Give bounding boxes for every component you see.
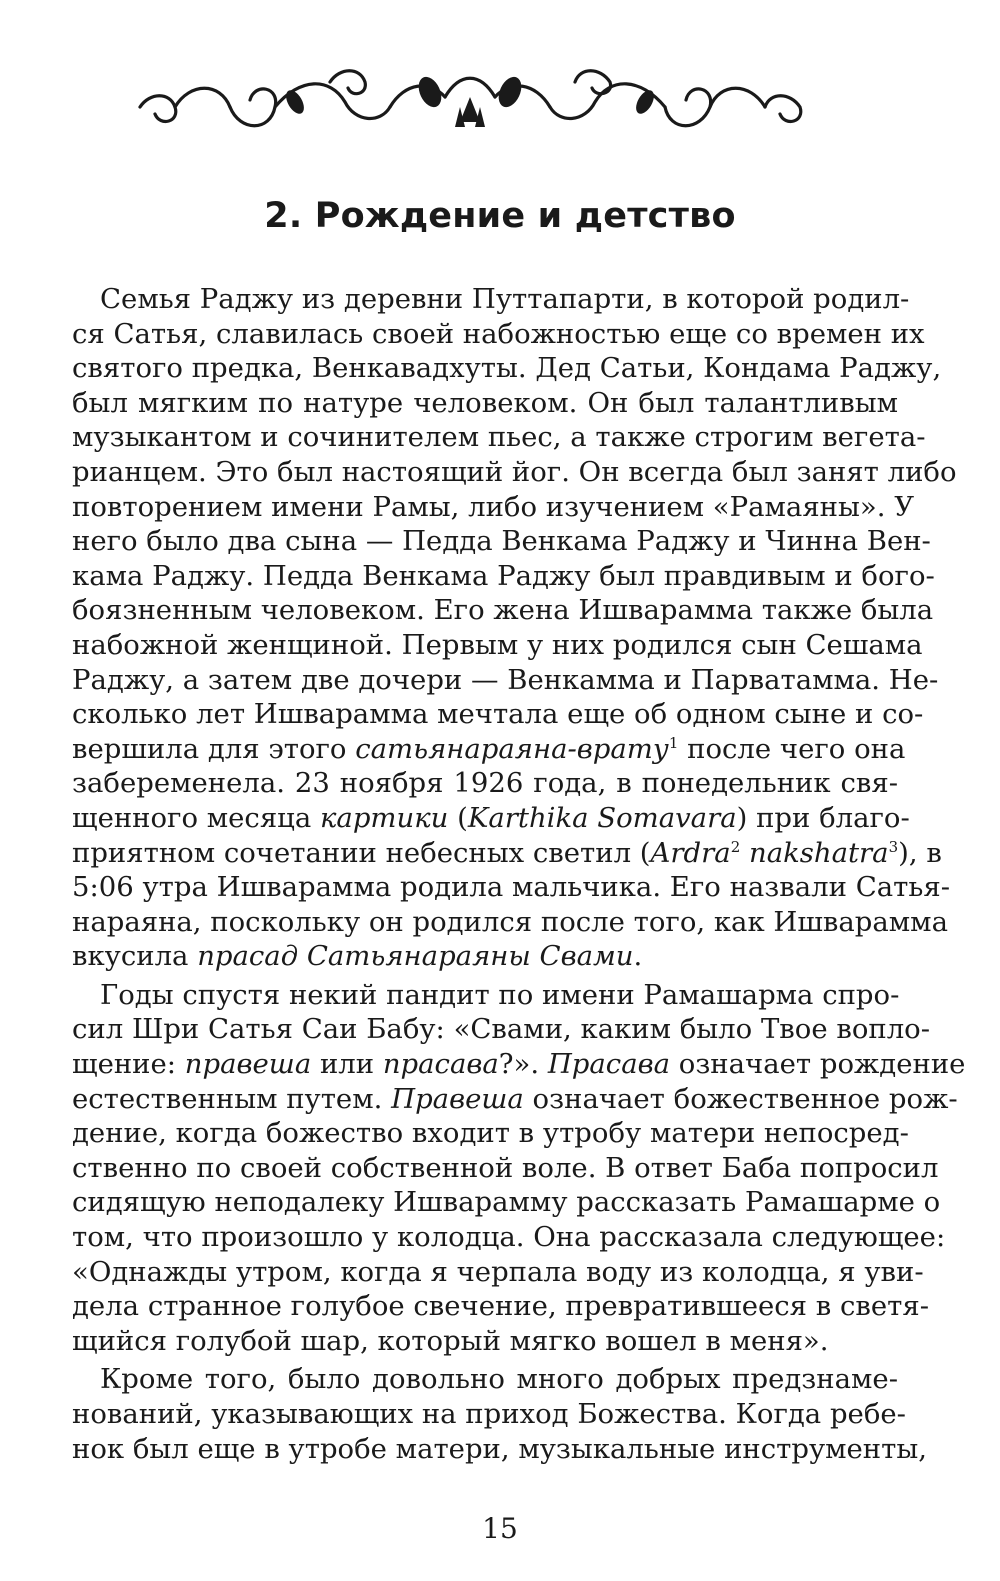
- text-run: ?».: [498, 1048, 548, 1081]
- text-run: ся Сатья, славилась своей набожностью еще со времен их: [72, 317, 925, 350]
- text-line: [72, 1012, 931, 1047]
- italic-term: картики: [320, 801, 449, 834]
- italic-term: nakshatra: [749, 836, 889, 869]
- text-line: [72, 1289, 929, 1324]
- text-line: [72, 559, 935, 594]
- text-line: [72, 905, 948, 940]
- text-run: Годы спустя некий пандит по имени Рамашарма спро-: [100, 978, 900, 1011]
- text-line: [72, 1397, 906, 1432]
- footnote-ref: 1: [668, 733, 679, 752]
- text-run: него было два сына — Педда Венкама Раджу и Чинна Вен-: [72, 525, 931, 558]
- italic-term: Прасава: [547, 1048, 671, 1081]
- italic-term: правеша: [184, 1048, 312, 1081]
- text-run: сидящую неподалеку Ишварамму рассказать Рамашарме о: [72, 1186, 941, 1219]
- text-run: сил Шри Сатья Саи Бабу: «Свами, каким было Твое вопло-: [72, 1013, 931, 1046]
- text-line: [72, 386, 898, 421]
- text-line: [72, 490, 915, 525]
- text-run: щийся голубой шар, который мягко вошел в меня».: [72, 1324, 829, 1357]
- text-run: означает рождение: [670, 1048, 966, 1081]
- footnote-ref: 3: [888, 837, 899, 856]
- text-line: [72, 663, 939, 698]
- text-run: кама Раджу. Педда Венкама Раджу был правдивым и бого-: [72, 559, 935, 592]
- text-line: [72, 1255, 924, 1290]
- text-run: том, что произошло у колодца. Она рассказала следующее:: [72, 1221, 946, 1254]
- text-run: (: [448, 801, 468, 834]
- italic-term: Karthika Somavara: [467, 801, 737, 834]
- text-run: естественным путем.: [72, 1082, 392, 1115]
- text-run: вершила для этого: [72, 732, 356, 765]
- text-line: [72, 836, 942, 871]
- text-run: 5:06 утра Ишварамма родила мальчика. Его назвали Сатья-: [72, 871, 950, 904]
- page-number: 15: [482, 1512, 518, 1545]
- decorative-flourish-ornament: [130, 52, 810, 142]
- text-line: [72, 801, 910, 836]
- text-line: [72, 1362, 898, 1397]
- text-run: [740, 837, 749, 869]
- text-line: [72, 1220, 946, 1255]
- text-run: щение:: [72, 1048, 185, 1081]
- text-run: или: [311, 1048, 383, 1081]
- text-run: ственно по своей собственной воле. В ответ Баба попросил: [72, 1151, 939, 1184]
- text-line: [72, 939, 898, 974]
- text-run: дела странное голубое свечение, превратившееся в светя-: [72, 1290, 929, 1323]
- text-line: [72, 455, 957, 490]
- italic-term: сатьянараяна-врату: [355, 732, 669, 765]
- text-line: [72, 732, 906, 767]
- italic-term: прасад Сатьянараяны Свами: [197, 940, 634, 973]
- text-line: [72, 1185, 941, 1220]
- text-run: рианцем. Это был настоящий йог. Он всегда был занят либо: [72, 455, 957, 488]
- text-run: приятном сочетании небесных светил (: [72, 836, 651, 869]
- text-line: [72, 870, 950, 905]
- text-run: нараяна, поскольку он родился после того, как Ишварамма: [72, 905, 948, 938]
- text-line: [72, 1047, 966, 1082]
- text-run: после чего она: [678, 732, 906, 765]
- text-run: Кроме того, было довольно много добрых предзнаме-: [100, 1363, 898, 1396]
- text-run: .: [633, 940, 643, 973]
- footnote-ref: 2: [730, 837, 741, 856]
- text-line: [72, 317, 925, 352]
- text-run: боязненным человеком. Его жена Ишварамма также была: [72, 594, 934, 627]
- text-line: [72, 1151, 939, 1186]
- text-line: [72, 593, 934, 628]
- text-run: ), в: [898, 836, 942, 869]
- paragraph: [72, 1362, 927, 1466]
- text-line: [72, 524, 931, 559]
- paragraph: [72, 978, 966, 1359]
- text-run: вкусила: [72, 940, 198, 973]
- text-run: повторением имени Рамы, либо изучением «Рамаяны». У: [72, 490, 915, 523]
- text-run: забеременела. 23 ноября 1926 года, в понедельник свя-: [72, 767, 898, 800]
- text-run: означает божественное рож-: [523, 1082, 958, 1115]
- text-line: [72, 978, 898, 1013]
- text-run: набожной женщиной. Первым у них родился сын Сешама: [72, 628, 923, 661]
- text-line: [72, 1116, 909, 1151]
- text-line: [72, 282, 910, 317]
- text-run: святого предка, Венкавадхуты. Дед Сатьи, Кондама Раджу,: [72, 352, 942, 385]
- text-run: Раджу, а затем две дочери — Венкамма и Парватамма. Не-: [72, 663, 939, 696]
- italic-term: Правеша: [391, 1082, 524, 1115]
- text-run: Семья Раджу из деревни Путтапарти, в которой родил-: [100, 283, 910, 315]
- text-run: сколько лет Ишварамма мечтала еще об одном сыне и со-: [72, 698, 924, 731]
- text-line: [72, 1082, 958, 1117]
- body-text: [72, 282, 966, 1466]
- italic-term: Ardra: [650, 836, 731, 869]
- italic-term: прасава: [382, 1048, 499, 1081]
- text-line: [72, 1324, 898, 1359]
- text-run: щенного месяца: [72, 801, 320, 834]
- text-line: [72, 420, 926, 455]
- chapter-title: 2. Рождение и детство: [264, 196, 736, 236]
- text-run: дение, когда божество входит в утробу матери непосред-: [72, 1117, 909, 1150]
- text-run: нований, указывающих на приход Божества. Когда ребе-: [72, 1398, 906, 1430]
- text-line: [72, 628, 923, 663]
- text-line: [72, 697, 924, 732]
- text-run: музыкантом и сочинителем пьес, а также строгим вегета-: [72, 421, 926, 454]
- text-run: «Однажды утром, когда я черпала воду из колодца, я уви-: [72, 1255, 924, 1288]
- text-run: ) при благо-: [736, 801, 910, 834]
- text-run: был мягким по натуре человеком. Он был талантливым: [72, 386, 898, 419]
- text-run: нок был еще в утробе матери, музыкальные инструменты,: [72, 1432, 927, 1465]
- text-line: [72, 351, 942, 386]
- text-line: [72, 766, 898, 801]
- text-line: [72, 1432, 927, 1467]
- paragraph: [72, 282, 957, 974]
